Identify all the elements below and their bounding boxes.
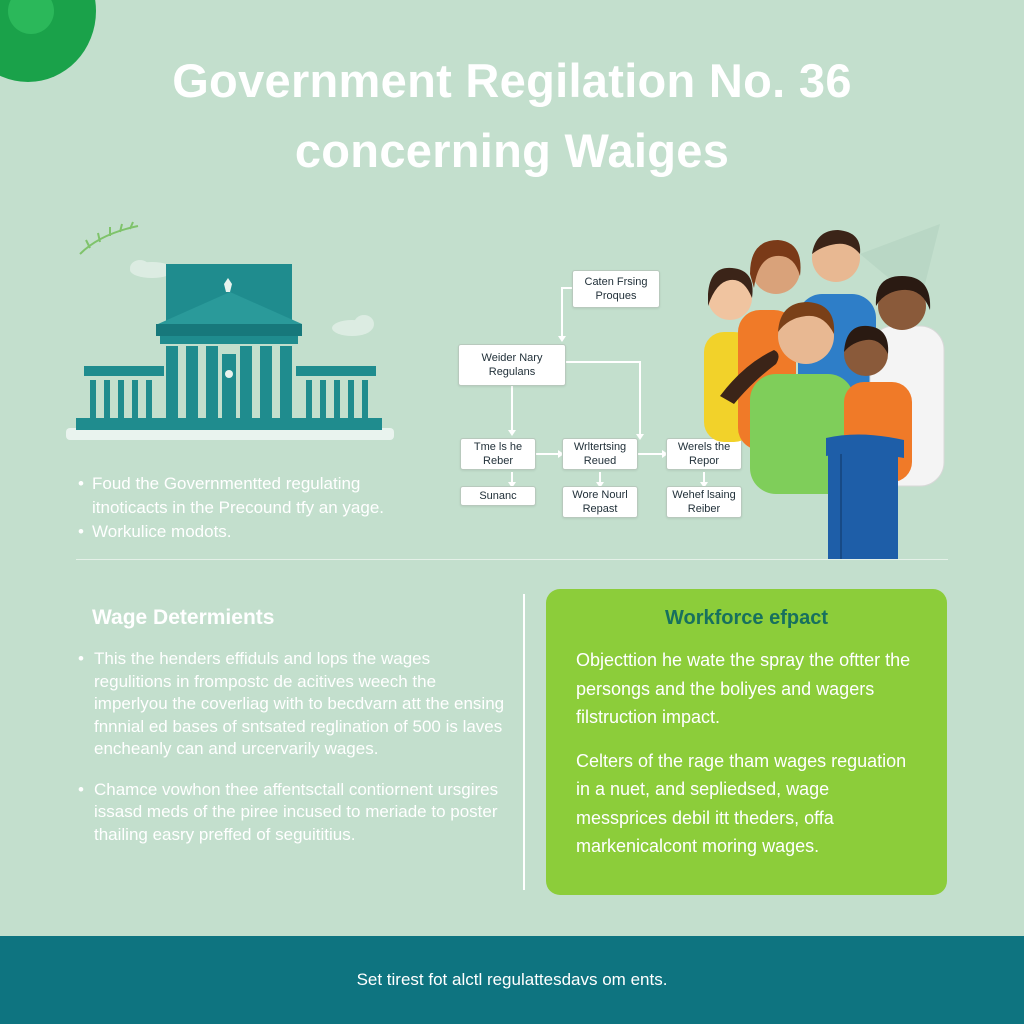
wage-section-title: Wage Determients [92,606,275,629]
wage-bullets [78,648,510,846]
flow-node: Tme ls he Reber [460,438,536,470]
intro-bullets [76,472,436,544]
title-line-2: concerning Waiges [294,124,730,177]
footer-text: Set tirest fot alctl regulattesdavs om ents. [356,970,668,989]
wage-bullet: • This the henders effiduls and lops the wages regulitions in frompostc de acitives weech the imperlyou the coverliag with to becdvarn att the ensing fnnnial ed bases of sntsated reglination of 500 is laves encheanly can and urcervarily wages. [78,648,510,761]
flow-node-middle: Weider Nary Regulans [458,344,566,386]
intro-bullet: • Workulice modots. [76,520,436,544]
wage-bullet: • Chamce vowhon thee affentsctall contiornent ursgires issasd meds of the piree incused to meriade to poster thailing easry preffed of seguititius. [78,779,510,847]
footer-bar [0,936,1024,1024]
flow-node-top: Caten Frsing Proques [572,270,660,308]
flow-node: Werels the Repor [666,438,742,470]
title-line-1: Government Regilation No. 36 [172,54,852,107]
leaf-icon [80,222,138,254]
workforce-paragraph: Celters of the rage tham wages reguation in a nuet, and sepliedsed, wage messprices debil itt theders, offa markenicalcont moring wages. [576,750,907,856]
intro-bullet: • Foud the Governmentted regulating itnoticacts in the Precound tfy an yage. [76,472,436,520]
page-title [0,46,1024,186]
flow-node: Wore Nourl Repast [562,486,638,518]
people-group-icon [690,214,960,562]
flow-node: Wehef lsaing Reiber [666,486,742,518]
workforce-paragraph: Objecttion he wate the spray the oftter the persongs and the boliyes and wagers filstruction impact. [576,650,911,727]
workforce-title: Workforce efpact [664,607,828,629]
flow-node: Sunanc [460,486,536,506]
government-building-icon [60,214,400,450]
workforce-impact-card [546,589,947,895]
column-divider [523,594,525,890]
flow-node: Wrltertsing Reued [562,438,638,470]
section-divider [76,559,948,560]
